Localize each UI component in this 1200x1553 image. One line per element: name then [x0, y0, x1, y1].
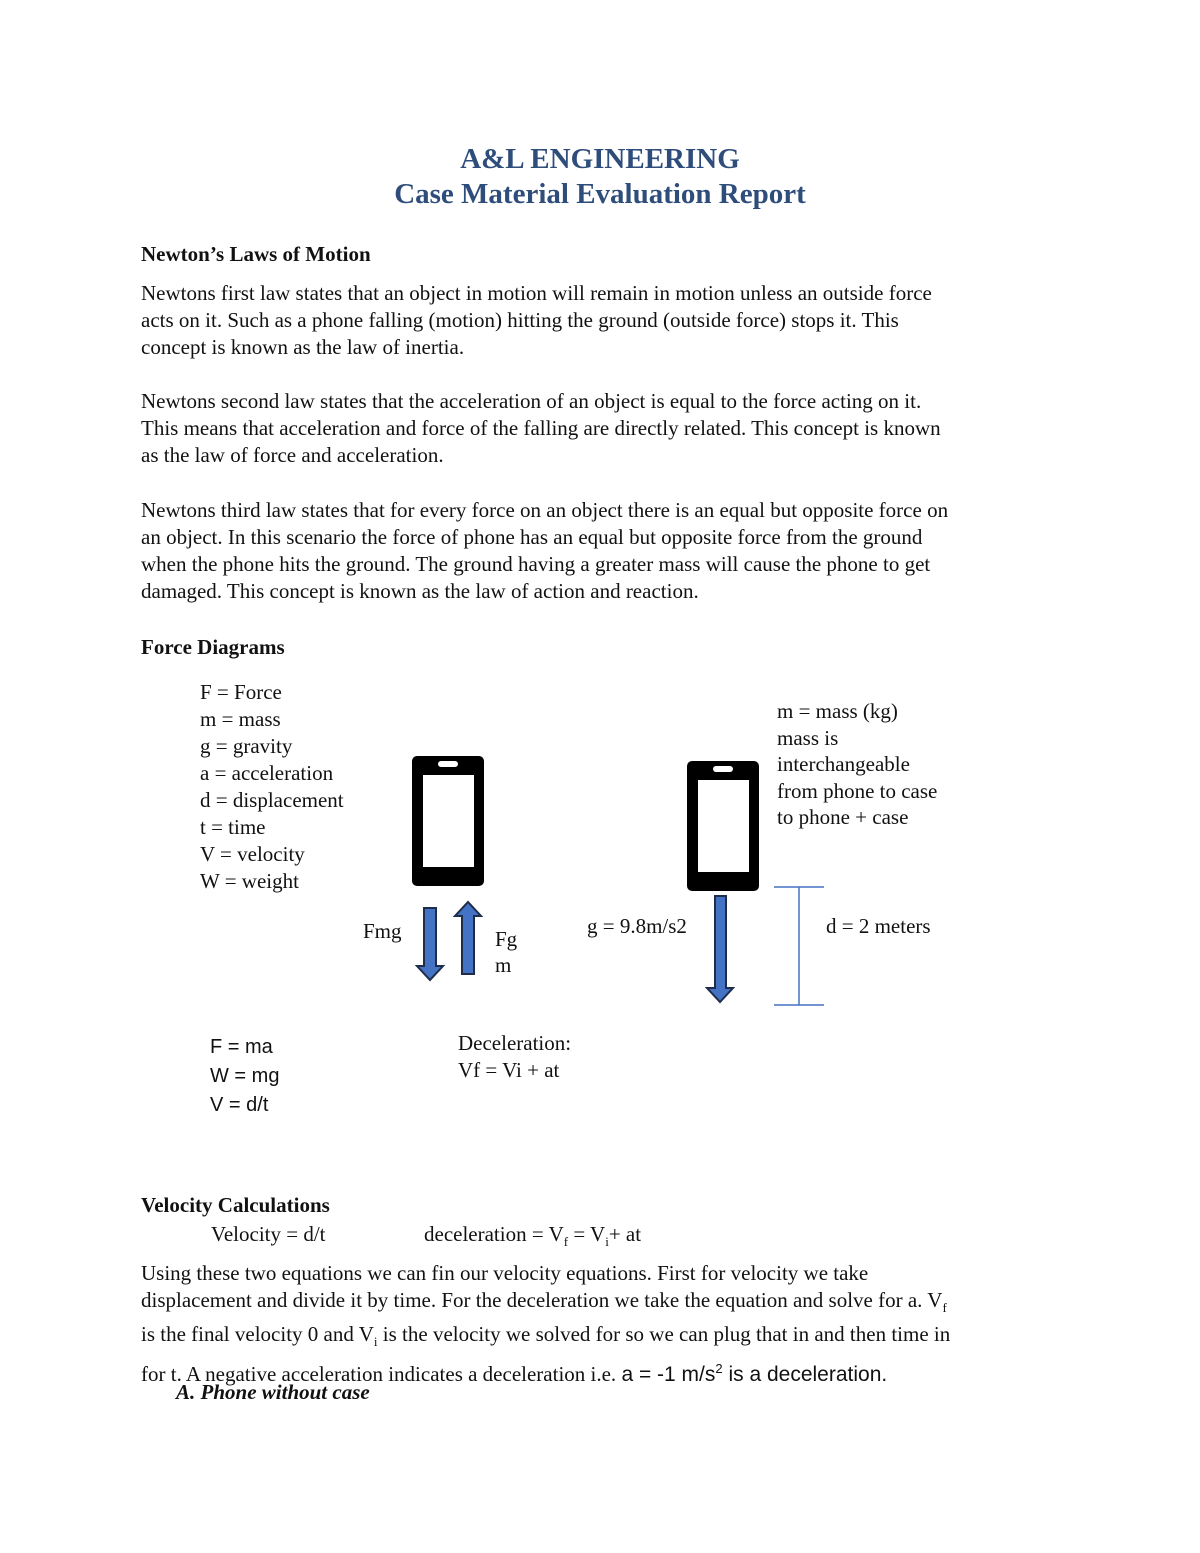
legend-item: t = time: [200, 815, 266, 839]
deceleration-equation: deceleration = $V_f = V_i+$ at: [424, 1222, 642, 1250]
gravity-arrow-icon: [707, 896, 733, 1002]
third-law-line: Newtons third law states that for every force on an object there is an equal but opposite force on: [141, 498, 949, 522]
second-law-line: Newtons second law states that the acceleration of an object is equal to the force acting on it.: [141, 389, 922, 413]
down-arrow-icon: [417, 908, 443, 980]
first-law-line: Newtons first law states that an object in motion will remain in motion unless an outside force: [141, 281, 932, 305]
mass-note-line: to phone + case: [777, 805, 909, 829]
deceleration-title: Deceleration:: [458, 1031, 572, 1055]
legend-item: g = gravity: [200, 734, 293, 758]
legend-item: F = Force: [200, 680, 282, 704]
formula: F = ma: [210, 1036, 273, 1058]
fmg-label: Fmg: [363, 919, 402, 943]
legend-item: d = displacement: [200, 788, 344, 812]
formula-list: [210, 1033, 279, 1120]
legend-item: V = velocity: [200, 842, 305, 866]
legend-item: a = acceleration: [200, 761, 334, 785]
velocity-line: is the final velocity 0 and $V_i$ is the velocity we solved for so we can plug that in and then time in: [141, 1322, 951, 1350]
gravity-label: g = 9.8m/s2: [587, 914, 687, 938]
velocity-heading: Velocity Calculations: [141, 1193, 330, 1217]
second-law-line: as the law of force and acceleration.: [141, 443, 444, 467]
velocity-paragraph: [141, 1260, 1061, 1388]
subsection-phone-without-case: A. Phone without case: [176, 1380, 370, 1404]
velocity-line: Using these two equations we can fin our velocity equations. First for velocity we take: [141, 1261, 869, 1285]
report-title: Case Material Evaluation Report: [394, 178, 806, 210]
legend-item: W = weight: [200, 869, 299, 893]
velocity-equation: Velocity = d/t: [211, 1222, 326, 1246]
newton-heading: Newton’s Laws of Motion: [141, 242, 371, 266]
deceleration-formula: Vf = Vi + at: [458, 1058, 560, 1082]
up-arrow-icon: [455, 902, 481, 974]
phone-icon: [412, 756, 484, 886]
distance-label: d = 2 meters: [826, 914, 931, 938]
first-law-line: acts on it. Such as a phone falling (motion) hitting the ground (outside force) stops it. This: [141, 308, 899, 332]
velocity-line: for t. A negative acceleration indicates a deceleration i.e. a = -1 $m/s^2$ is a deceleration.: [141, 1361, 888, 1387]
first-law-line: concept is known as the law of inertia.: [141, 335, 465, 359]
second-law-line: This means that acceleration and force of the falling are directly related. This concept is known: [141, 416, 941, 440]
mass-note-line: m = mass (kg): [777, 699, 898, 723]
mass-note-line: interchangeable: [777, 752, 910, 776]
distance-dimension-line: [774, 887, 824, 1005]
fgm-label-top: Fg: [495, 927, 518, 951]
formula: V = d/t: [210, 1094, 269, 1116]
formula: W = mg: [210, 1065, 280, 1087]
velocity-line: displacement and divide it by time. For the deceleration we take the equation and solve for a. $V_f$: [141, 1288, 947, 1316]
mass-note-line: from phone to case: [777, 778, 938, 803]
third-law-line: an object. In this scenario the force of phone has an equal but opposite force from the ground: [141, 525, 923, 549]
company-name: A&L ENGINEERING: [460, 143, 740, 175]
legend-item: m = mass: [200, 707, 281, 731]
fgm-label-bottom: m: [495, 953, 512, 977]
mass-note-line: mass is: [777, 725, 839, 750]
third-law-line: when the phone hits the ground. The ground having a greater mass will cause the phone to get: [141, 552, 931, 576]
force-diagrams-heading: Force Diagrams: [141, 635, 285, 659]
third-law-line: damaged. This concept is known as the law of action and reaction.: [141, 579, 699, 603]
phone-icon: [687, 761, 759, 891]
